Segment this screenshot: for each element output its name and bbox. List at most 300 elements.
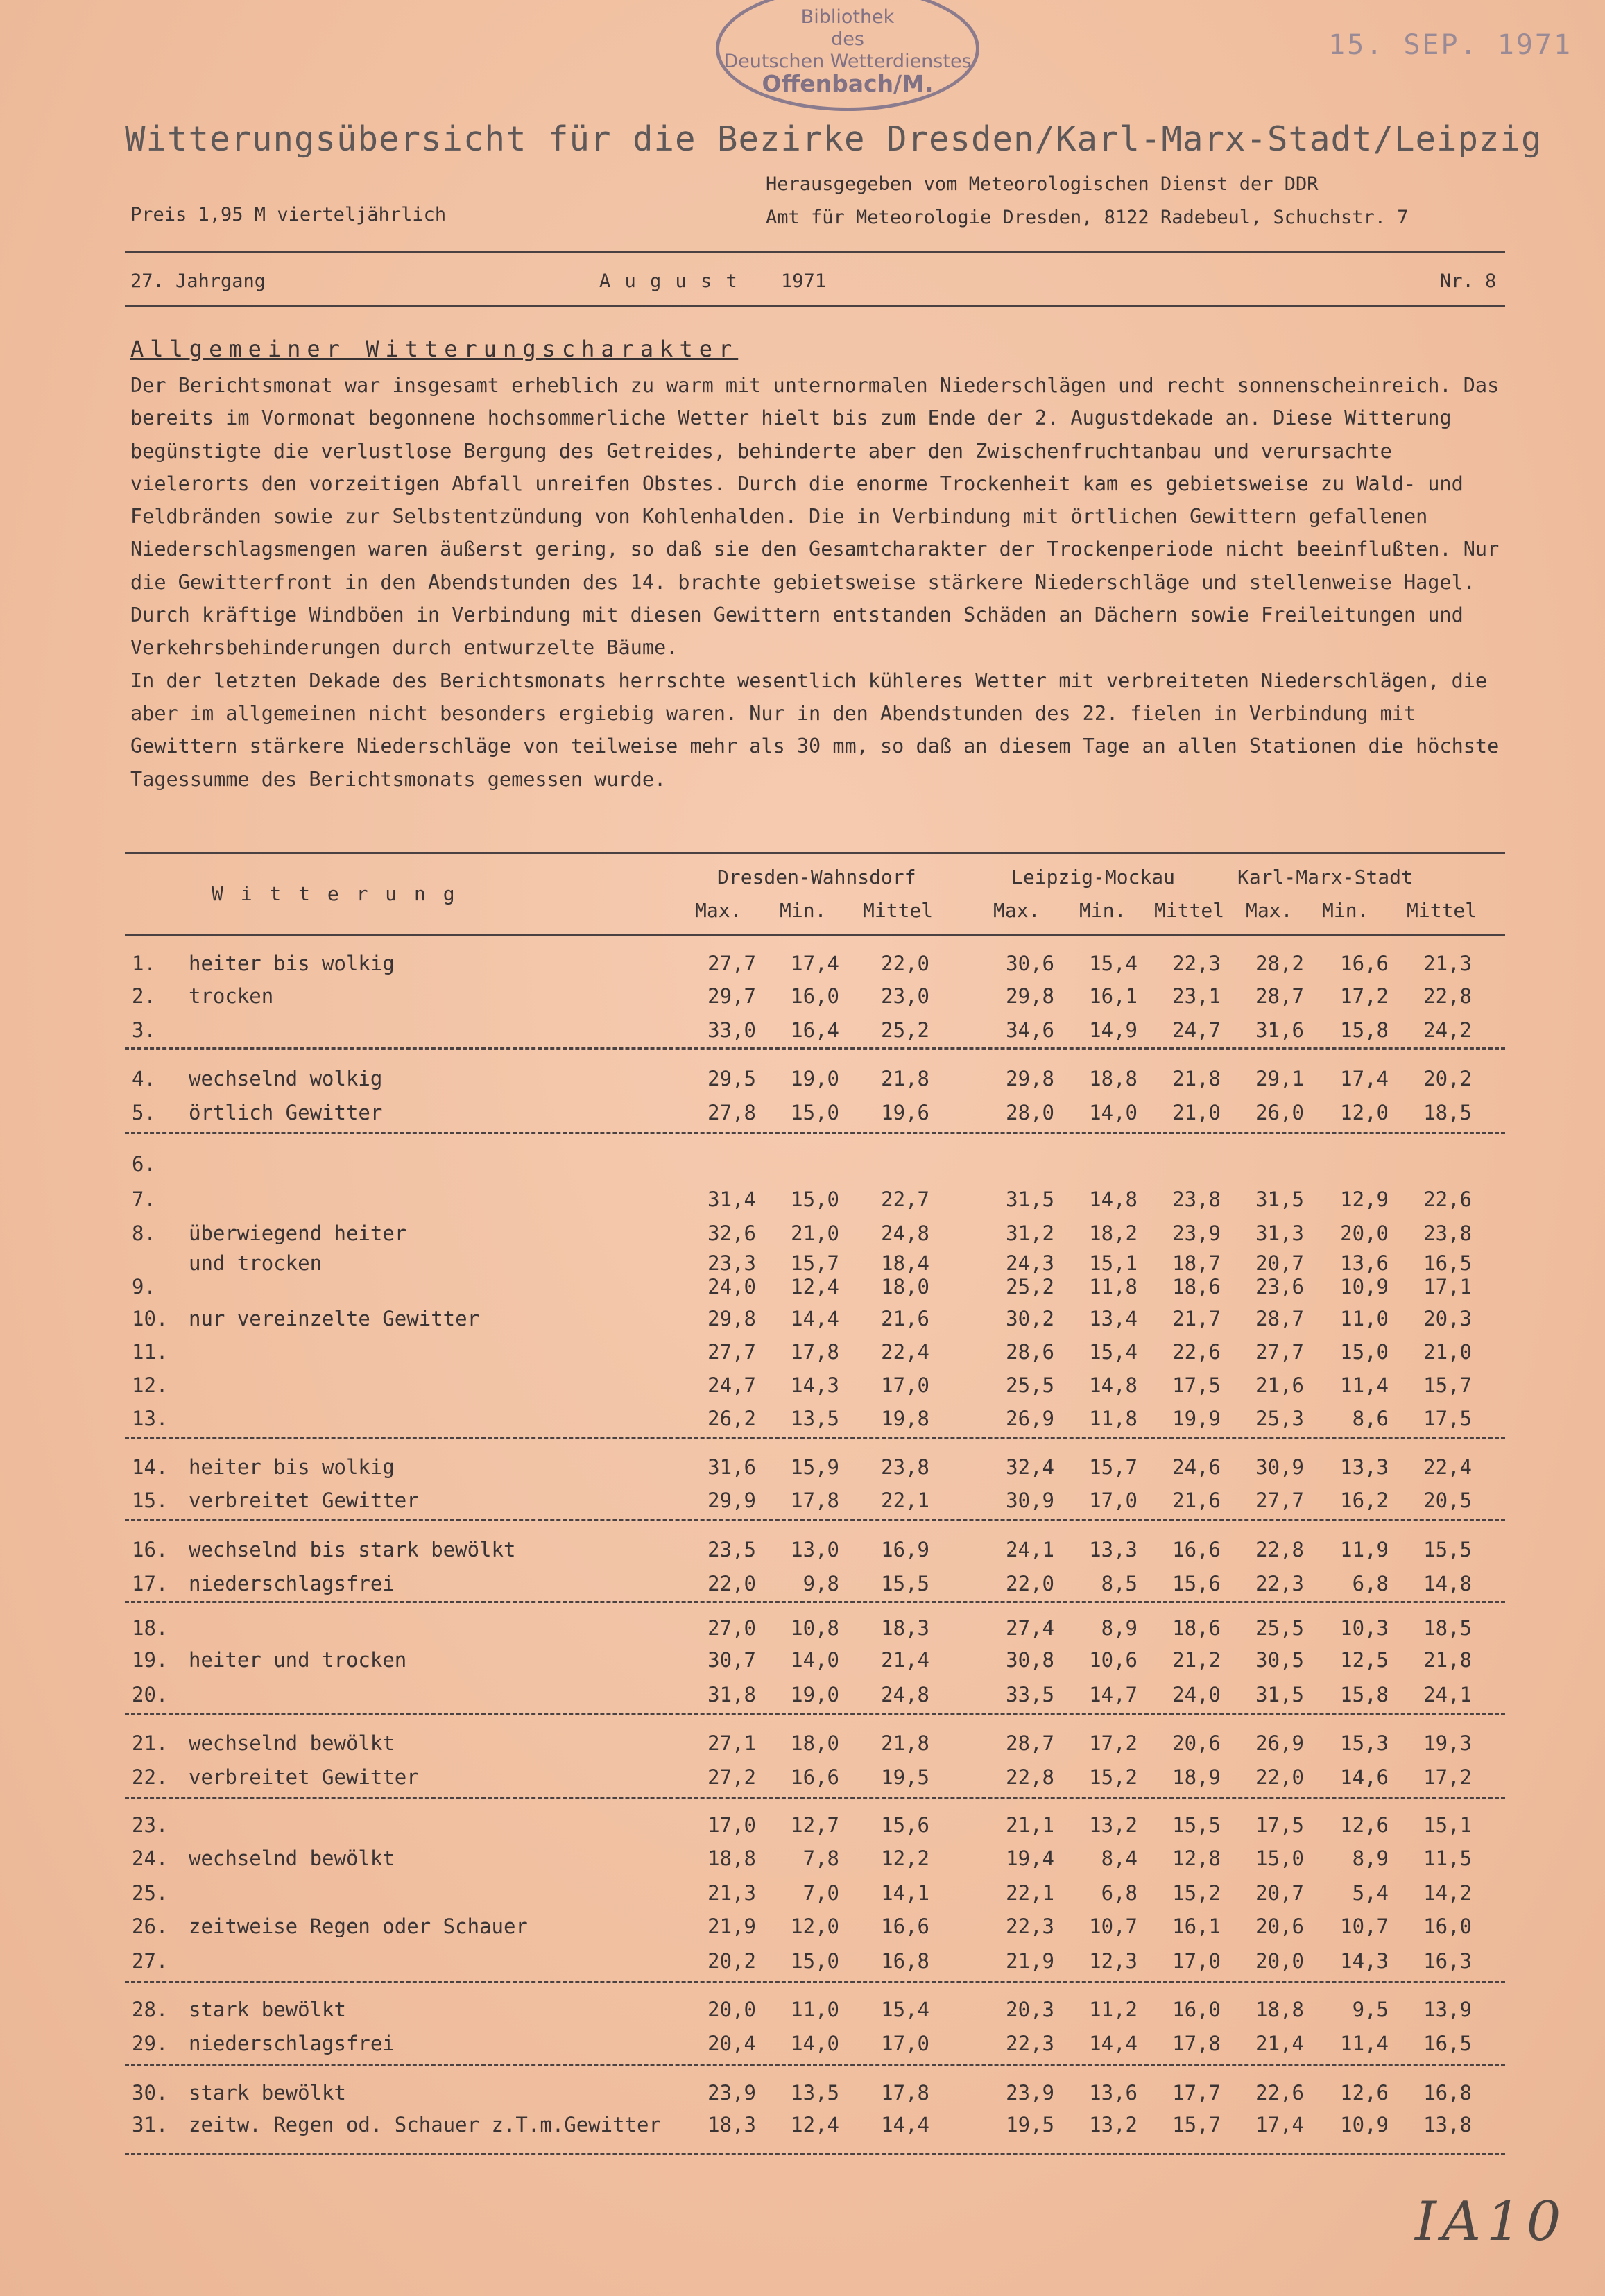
temperature-value: 11,5 xyxy=(1423,1847,1472,1870)
month-label: A u g u s t xyxy=(599,271,739,292)
temperature-value: 24,3 xyxy=(1006,1251,1054,1275)
temperature-value: 17,8 xyxy=(791,1340,839,1364)
temperature-value: 16,1 xyxy=(1172,1914,1221,1938)
temperature-value: 10,7 xyxy=(1340,1914,1389,1938)
day-number: 29. xyxy=(132,2032,169,2055)
publisher-line: Herausgegeben vom Meteorologischen Dienst der DDR xyxy=(766,173,1319,195)
day-number: 13. xyxy=(132,1407,169,1430)
archive-signature: IA10 xyxy=(1415,2191,1567,2253)
temperature-value: 20,5 xyxy=(1423,1489,1472,1512)
temperature-value: 15,1 xyxy=(1089,1251,1138,1275)
table-bottom-rule xyxy=(125,2153,1505,2155)
temperature-value: 22,3 xyxy=(1006,2032,1054,2055)
publisher-address: Amt für Meteorologie Dresden, 8122 Radebeul, Schuchstr. 7 xyxy=(766,207,1409,228)
temperature-value: 18,8 xyxy=(1255,1998,1304,2021)
temperature-value: 17,2 xyxy=(1089,1731,1138,1755)
temperature-value: 24,6 xyxy=(1172,1455,1221,1479)
table-row xyxy=(0,1067,1605,1095)
temperature-value: 10,7 xyxy=(1089,1914,1138,1938)
temperature-value: 12,7 xyxy=(791,1813,839,1837)
col-max: Max. xyxy=(993,899,1040,922)
temperature-value: 22,7 xyxy=(881,1188,929,1211)
temperature-value: 24,8 xyxy=(881,1222,929,1245)
temperature-value: 13,9 xyxy=(1423,1998,1472,2021)
table-row xyxy=(0,1538,1605,1566)
temperature-value: 12,9 xyxy=(1340,1188,1389,1211)
temperature-value: 9,8 xyxy=(803,1572,839,1595)
weather-description: verbreitet Gewitter xyxy=(189,1765,419,1789)
general-weather-text xyxy=(130,369,1518,796)
temperature-value: 30,6 xyxy=(1006,952,1054,975)
temperature-value: 15,0 xyxy=(791,1101,839,1124)
temperature-value: 14,2 xyxy=(1423,1881,1472,1905)
temperature-value: 27,7 xyxy=(1255,1489,1304,1512)
stamp-line: des xyxy=(831,28,864,50)
temperature-value: 22,0 xyxy=(1006,1572,1054,1595)
col-min: Min. xyxy=(1322,899,1369,922)
stamp-line: Deutschen Wetterdienstes xyxy=(723,51,972,72)
temperature-value: 16,9 xyxy=(881,1538,929,1561)
temperature-value: 13,5 xyxy=(791,2081,839,2105)
temperature-value: 14,6 xyxy=(1340,1765,1389,1789)
day-number: 16. xyxy=(132,1538,169,1561)
table-row xyxy=(0,1616,1605,1644)
temperature-value: 7,0 xyxy=(803,1881,839,1905)
table-row xyxy=(0,1152,1605,1180)
temperature-value: 16,4 xyxy=(791,1018,839,1042)
day-number: 26. xyxy=(132,1914,169,1938)
temperature-value: 30,2 xyxy=(1006,1307,1054,1330)
temperature-value: 11,8 xyxy=(1089,1275,1138,1299)
temperature-value: 31,5 xyxy=(1255,1683,1304,1706)
temperature-value: 21,9 xyxy=(1006,1949,1054,1973)
weather-description: trocken xyxy=(189,984,274,1008)
temperature-value: 14,0 xyxy=(1089,1101,1138,1124)
day-number: 9. xyxy=(132,1275,156,1299)
temperature-value: 17,4 xyxy=(1255,2113,1304,2136)
temperature-value: 20,2 xyxy=(1423,1067,1472,1090)
temperature-value: 14,0 xyxy=(791,2032,839,2055)
temperature-value: 18,3 xyxy=(707,2113,756,2136)
temperature-value: 5,4 xyxy=(1352,1881,1389,1905)
table-header-rule xyxy=(125,934,1505,936)
temperature-value: 24,0 xyxy=(707,1275,756,1299)
temperature-value: 24,1 xyxy=(1423,1683,1472,1706)
day-number: 21. xyxy=(132,1731,169,1755)
temperature-value: 18,2 xyxy=(1089,1222,1138,1245)
temperature-value: 19,9 xyxy=(1172,1407,1221,1430)
temperature-value: 10,9 xyxy=(1340,2113,1389,2136)
day-number: 27. xyxy=(132,1949,169,1973)
day-number: 7. xyxy=(132,1188,156,1211)
price-note: Preis 1,95 M vierteljährlich xyxy=(130,204,447,225)
temperature-value: 10,3 xyxy=(1340,1616,1389,1640)
temperature-value: 28,7 xyxy=(1255,1307,1304,1330)
weather-description: wechselnd bewölkt xyxy=(189,1847,395,1870)
station-header-dresden: Dresden-Wahnsdorf xyxy=(717,866,916,889)
temperature-value: 18,6 xyxy=(1172,1275,1221,1299)
temperature-value: 22,0 xyxy=(1255,1765,1304,1789)
temperature-value: 30,5 xyxy=(1255,1648,1304,1672)
temperature-value: 15,5 xyxy=(881,1572,929,1595)
temperature-value: 15,5 xyxy=(1172,1813,1221,1837)
temperature-value: 18,0 xyxy=(791,1731,839,1755)
group-separator xyxy=(125,2064,1505,2066)
weather-description: stark bewölkt xyxy=(189,1998,346,2021)
group-separator xyxy=(125,1797,1505,1799)
temperature-value: 17,8 xyxy=(1172,2032,1221,2055)
temperature-value: 14,9 xyxy=(1089,1018,1138,1042)
temperature-value: 8,5 xyxy=(1101,1572,1138,1595)
table-top-rule xyxy=(125,852,1505,854)
temperature-value: 12,6 xyxy=(1340,2081,1389,2105)
temperature-value: 7,8 xyxy=(803,1847,839,1870)
temperature-value: 14,4 xyxy=(1089,2032,1138,2055)
day-number: 1. xyxy=(132,952,156,975)
day-number: 20. xyxy=(132,1683,169,1706)
temperature-value: 32,4 xyxy=(1006,1455,1054,1479)
temperature-value: 22,6 xyxy=(1172,1340,1221,1364)
table-row xyxy=(0,1731,1605,1759)
temperature-value: 15,4 xyxy=(881,1998,929,2021)
temperature-value: 12,3 xyxy=(1089,1949,1138,1973)
table-row xyxy=(0,1018,1605,1046)
table-row xyxy=(0,1222,1605,1249)
temperature-value: 23,8 xyxy=(1172,1188,1221,1211)
temperature-value: 20,7 xyxy=(1255,1881,1304,1905)
header-rule xyxy=(125,251,1505,253)
temperature-value: 25,3 xyxy=(1255,1407,1304,1430)
temperature-value: 15,4 xyxy=(1089,952,1138,975)
weather-description: überwiegend heiter xyxy=(189,1222,407,1245)
temperature-value: 24,8 xyxy=(881,1683,929,1706)
temperature-value: 28,2 xyxy=(1255,952,1304,975)
temperature-value: 32,6 xyxy=(707,1222,756,1245)
temperature-value: 31,2 xyxy=(1006,1222,1054,1245)
table-row xyxy=(0,1914,1605,1942)
day-number: 12. xyxy=(132,1373,169,1397)
temperature-value: 18,8 xyxy=(1089,1067,1138,1090)
col-max: Max. xyxy=(1246,899,1293,922)
temperature-value: 17,5 xyxy=(1423,1407,1472,1430)
temperature-value: 11,0 xyxy=(1340,1307,1389,1330)
temperature-value: 19,8 xyxy=(881,1407,929,1430)
paragraph: Der Berichtsmonat war insgesamt erheblich zu warm mit unternormalen Niederschlägen und recht sonnenscheinreich. Das bereits im Vormonat begonnene hochsommerliche Wetter hielt bis zum Ende der 2. Augustdekade an. Diese Witterung begünstigte die verlustlose Bergung des Getreides, behinderte aber den Zwischenfruchtanbau und verursachte vielerorts den vorzeitigen Abfall unreifen Obstes. Durch die enorme Trockenheit kam es gebietsweise zu Wald- und Feldbränden sowie zur Selbstentzündung von Kohlenhalden. Die in Verbindung mit örtlichen Gewittern gefallenen Niederschlagsmengen waren äußerst gering, so daß sie den Gesamtcharakter der Trockenperiode nicht beeinflußten. Nur die Gewitterfront in den Abendstunden des 14. brachte gebietsweise stärkere Niederschläge und stellenweise Hagel. Durch kräftige Windböen in Verbindung mit diesen Gewittern entstanden Schäden an Dächern sowie Freileitungen und Verkehrsbehinderungen durch entwurzelte Bäume. xyxy=(130,374,1500,660)
temperature-value: 13,2 xyxy=(1089,1813,1138,1837)
temperature-value: 18,6 xyxy=(1172,1616,1221,1640)
temperature-value: 10,8 xyxy=(791,1616,839,1640)
table-row xyxy=(0,1188,1605,1215)
temperature-value: 15,6 xyxy=(881,1813,929,1837)
day-number: 11. xyxy=(132,1340,169,1364)
temperature-value: 29,5 xyxy=(707,1067,756,1090)
temperature-value: 18,3 xyxy=(881,1616,929,1640)
weather-description: stark bewölkt xyxy=(189,2081,346,2105)
year-label: 1971 xyxy=(781,271,827,292)
table-row xyxy=(0,1307,1605,1335)
temperature-value: 18,8 xyxy=(707,1847,756,1870)
day-number: 14. xyxy=(132,1455,169,1479)
temperature-value: 27,0 xyxy=(707,1616,756,1640)
day-number: 31. xyxy=(132,2113,169,2136)
temperature-value: 11,2 xyxy=(1089,1998,1138,2021)
temperature-value: 21,8 xyxy=(1172,1067,1221,1090)
temperature-value: 15,1 xyxy=(1423,1813,1472,1837)
group-separator xyxy=(125,1437,1505,1439)
temperature-value: 17,0 xyxy=(881,1373,929,1397)
temperature-value: 21,8 xyxy=(1423,1648,1472,1672)
temperature-value: 17,5 xyxy=(1255,1813,1304,1837)
table-row xyxy=(0,1572,1605,1600)
temperature-value: 22,8 xyxy=(1006,1765,1054,1789)
temperature-value: 15,0 xyxy=(791,1949,839,1973)
weather-description: heiter und trocken xyxy=(189,1648,407,1672)
temperature-value: 22,4 xyxy=(1423,1455,1472,1479)
temperature-value: 31,4 xyxy=(707,1188,756,1211)
temperature-value: 16,6 xyxy=(1172,1538,1221,1561)
temperature-value: 17,1 xyxy=(1423,1275,1472,1299)
temperature-value: 13,8 xyxy=(1423,2113,1472,2136)
temperature-value: 25,2 xyxy=(881,1018,929,1042)
temperature-value: 13,0 xyxy=(791,1538,839,1561)
temperature-value: 19,4 xyxy=(1006,1847,1054,1870)
temperature-value: 20,7 xyxy=(1255,1251,1304,1275)
temperature-value: 31,3 xyxy=(1255,1222,1304,1245)
day-number: 22. xyxy=(132,1765,169,1789)
temperature-value: 20,6 xyxy=(1172,1731,1221,1755)
temperature-value: 13,6 xyxy=(1340,1251,1389,1275)
temperature-value: 28,7 xyxy=(1006,1731,1054,1755)
temperature-value: 27,7 xyxy=(707,1340,756,1364)
table-row xyxy=(0,1765,1605,1793)
temperature-value: 17,7 xyxy=(1172,2081,1221,2105)
temperature-value: 24,7 xyxy=(1172,1018,1221,1042)
temperature-value: 18,5 xyxy=(1423,1616,1472,1640)
temperature-value: 13,3 xyxy=(1089,1538,1138,1561)
table-row xyxy=(0,984,1605,1012)
temperature-value: 21,6 xyxy=(1255,1373,1304,1397)
group-separator xyxy=(125,1981,1505,1983)
temperature-value: 24,2 xyxy=(1423,1018,1472,1042)
header-rule xyxy=(125,305,1505,307)
table-row xyxy=(0,1949,1605,1977)
temperature-value: 17,0 xyxy=(881,2032,929,2055)
temperature-value: 21,2 xyxy=(1172,1648,1221,1672)
temperature-value: 15,0 xyxy=(791,1188,839,1211)
temperature-value: 19,0 xyxy=(791,1067,839,1090)
temperature-value: 16,1 xyxy=(1089,984,1138,1008)
temperature-value: 27,2 xyxy=(707,1765,756,1789)
temperature-value: 33,5 xyxy=(1006,1683,1054,1706)
temperature-value: 16,6 xyxy=(881,1914,929,1938)
table-row xyxy=(0,1813,1605,1841)
temperature-value: 30,9 xyxy=(1255,1455,1304,1479)
day-number: 3. xyxy=(132,1018,156,1042)
table-row xyxy=(0,1881,1605,1909)
temperature-value: 17,2 xyxy=(1340,984,1389,1008)
temperature-value: 23,9 xyxy=(1172,1222,1221,1245)
temperature-value: 22,1 xyxy=(1006,1881,1054,1905)
table-row xyxy=(0,1455,1605,1483)
weather-description: niederschlagsfrei xyxy=(189,1572,395,1595)
temperature-value: 29,8 xyxy=(1006,1067,1054,1090)
temperature-value: 29,8 xyxy=(707,1307,756,1330)
temperature-value: 22,3 xyxy=(1172,952,1221,975)
temperature-value: 22,8 xyxy=(1423,984,1472,1008)
temperature-value: 20,0 xyxy=(707,1998,756,2021)
temperature-value: 19,5 xyxy=(881,1765,929,1789)
temperature-value: 21,3 xyxy=(707,1881,756,1905)
temperature-value: 23,8 xyxy=(881,1455,929,1479)
day-number: 2. xyxy=(132,984,156,1008)
temperature-value: 17,0 xyxy=(1089,1489,1138,1512)
temperature-value: 18,0 xyxy=(881,1275,929,1299)
temperature-value: 8,4 xyxy=(1101,1847,1138,1870)
temperature-value: 26,2 xyxy=(707,1407,756,1430)
temperature-value: 22,0 xyxy=(707,1572,756,1595)
temperature-value: 17,2 xyxy=(1423,1765,1472,1789)
temperature-value: 21,6 xyxy=(881,1307,929,1330)
table-row xyxy=(0,952,1605,979)
temperature-value: 16,6 xyxy=(1340,952,1389,975)
temperature-value: 16,0 xyxy=(1423,1914,1472,1938)
temperature-value: 28,7 xyxy=(1255,984,1304,1008)
temperature-value: 20,3 xyxy=(1006,1998,1054,2021)
temperature-value: 29,8 xyxy=(1006,984,1054,1008)
temperature-value: 15,8 xyxy=(1340,1018,1389,1042)
temperature-value: 13,5 xyxy=(791,1407,839,1430)
col-mittel: Mittel xyxy=(1154,899,1225,922)
temperature-value: 27,4 xyxy=(1006,1616,1054,1640)
temperature-value: 29,7 xyxy=(707,984,756,1008)
temperature-value: 14,4 xyxy=(791,1307,839,1330)
temperature-value: 17,0 xyxy=(1172,1949,1221,1973)
temperature-value: 23,9 xyxy=(707,2081,756,2105)
temperature-value: 15,0 xyxy=(1255,1847,1304,1870)
temperature-value: 26,9 xyxy=(1255,1731,1304,1755)
temperature-value: 23,8 xyxy=(1423,1222,1472,1245)
temperature-value: 20,6 xyxy=(1255,1914,1304,1938)
temperature-value: 16,2 xyxy=(1340,1489,1389,1512)
temperature-value: 16,0 xyxy=(1172,1998,1221,2021)
temperature-value: 23,3 xyxy=(707,1251,756,1275)
temperature-value: 31,8 xyxy=(707,1683,756,1706)
issue-number: Nr. 8 xyxy=(1440,271,1497,292)
temperature-value: 11,8 xyxy=(1089,1407,1138,1430)
table-row xyxy=(0,1373,1605,1401)
weather-description: örtlich Gewitter xyxy=(189,1101,383,1124)
temperature-value: 15,8 xyxy=(1340,1683,1389,1706)
temperature-value: 12,0 xyxy=(791,1914,839,1938)
table-row xyxy=(0,2113,1605,2141)
temperature-value: 8,9 xyxy=(1101,1616,1138,1640)
section-title: Allgemeiner Witterungscharakter xyxy=(130,336,739,362)
temperature-value: 18,7 xyxy=(1172,1251,1221,1275)
day-number: 8. xyxy=(132,1222,156,1245)
temperature-value: 20,0 xyxy=(1255,1949,1304,1973)
temperature-value: 8,6 xyxy=(1352,1407,1389,1430)
table-row xyxy=(0,1489,1605,1516)
temperature-value: 29,1 xyxy=(1255,1067,1304,1090)
temperature-value: 15,4 xyxy=(1089,1340,1138,1364)
table-row xyxy=(0,1407,1605,1434)
station-header-karl-marx-stadt: Karl-Marx-Stadt xyxy=(1237,866,1413,889)
temperature-value: 24,1 xyxy=(1006,1538,1054,1561)
temperature-value: 15,0 xyxy=(1340,1340,1389,1364)
weather-description: niederschlagsfrei xyxy=(189,2032,395,2055)
weather-description: wechselnd wolkig xyxy=(189,1067,383,1090)
temperature-value: 20,3 xyxy=(1423,1307,1472,1330)
temperature-value: 15,3 xyxy=(1340,1731,1389,1755)
temperature-value: 14,8 xyxy=(1089,1373,1138,1397)
temperature-value: 27,8 xyxy=(707,1101,756,1124)
temperature-value: 25,5 xyxy=(1255,1616,1304,1640)
temperature-value: 22,6 xyxy=(1423,1188,1472,1211)
temperature-value: 22,3 xyxy=(1255,1572,1304,1595)
temperature-value: 19,6 xyxy=(881,1101,929,1124)
temperature-value: 16,5 xyxy=(1423,1251,1472,1275)
temperature-value: 19,0 xyxy=(791,1683,839,1706)
day-number: 23. xyxy=(132,1813,169,1837)
temperature-value: 22,3 xyxy=(1006,1914,1054,1938)
temperature-value: 23,9 xyxy=(1006,2081,1054,2105)
station-header-leipzig: Leipzig-Mockau xyxy=(1011,866,1176,889)
temperature-value: 14,1 xyxy=(881,1881,929,1905)
table-row xyxy=(0,1847,1605,1874)
col-max: Max. xyxy=(695,899,742,922)
temperature-value: 12,4 xyxy=(791,1275,839,1299)
weather-description: heiter bis wolkig xyxy=(189,1455,395,1479)
temperature-value: 6,8 xyxy=(1352,1572,1389,1595)
group-separator xyxy=(125,1132,1505,1134)
day-number: 4. xyxy=(132,1067,156,1090)
temperature-value: 15,2 xyxy=(1089,1765,1138,1789)
temperature-value: 23,1 xyxy=(1172,984,1221,1008)
temperature-value: 14,8 xyxy=(1423,1572,1472,1595)
temperature-value: 21,8 xyxy=(881,1731,929,1755)
temperature-value: 12,6 xyxy=(1340,1813,1389,1837)
temperature-value: 13,3 xyxy=(1340,1455,1389,1479)
temperature-value: 9,5 xyxy=(1352,1998,1389,2021)
table-row xyxy=(0,1998,1605,2025)
temperature-value: 17,5 xyxy=(1172,1373,1221,1397)
table-row xyxy=(0,1648,1605,1676)
temperature-value: 13,4 xyxy=(1089,1307,1138,1330)
temperature-value: 21,8 xyxy=(881,1067,929,1090)
temperature-value: 30,8 xyxy=(1006,1648,1054,1672)
temperature-value: 17,8 xyxy=(791,1489,839,1512)
temperature-value: 15,7 xyxy=(1089,1455,1138,1479)
paragraph: In der letzten Dekade des Berichtsmonats herrschte wesentlich kühleres Wetter mit verbreiteten Niederschlägen, die aber im allgemeinen nicht besonders ergiebig waren. Nur in den Abendstunden des 22. fielen in Verbindung mit Gewittern stärkere Niederschläge von teilweise mehr als 30 mm, so daß an diesem Tage an allen Stationen die höchste Tagessumme des Berichtsmonats gemessen wurde. xyxy=(130,669,1500,791)
table-row xyxy=(0,1101,1605,1129)
col-min: Min. xyxy=(780,899,827,922)
temperature-value: 20,2 xyxy=(707,1949,756,1973)
temperature-value: 31,6 xyxy=(707,1455,756,1479)
temperature-value: 22,1 xyxy=(881,1489,929,1512)
col-mittel: Mittel xyxy=(863,899,934,922)
table-row xyxy=(0,1275,1605,1303)
day-number: 5. xyxy=(132,1101,156,1124)
temperature-value: 17,4 xyxy=(791,952,839,975)
temperature-value: 31,5 xyxy=(1006,1188,1054,1211)
temperature-value: 6,8 xyxy=(1101,1881,1138,1905)
temperature-value: 10,6 xyxy=(1089,1648,1138,1672)
group-separator xyxy=(125,1713,1505,1715)
received-date-stamp: 15. SEP. 1971 xyxy=(1328,29,1573,61)
temperature-value: 11,0 xyxy=(791,1998,839,2021)
temperature-value: 27,1 xyxy=(707,1731,756,1755)
day-number: 6. xyxy=(132,1152,156,1176)
